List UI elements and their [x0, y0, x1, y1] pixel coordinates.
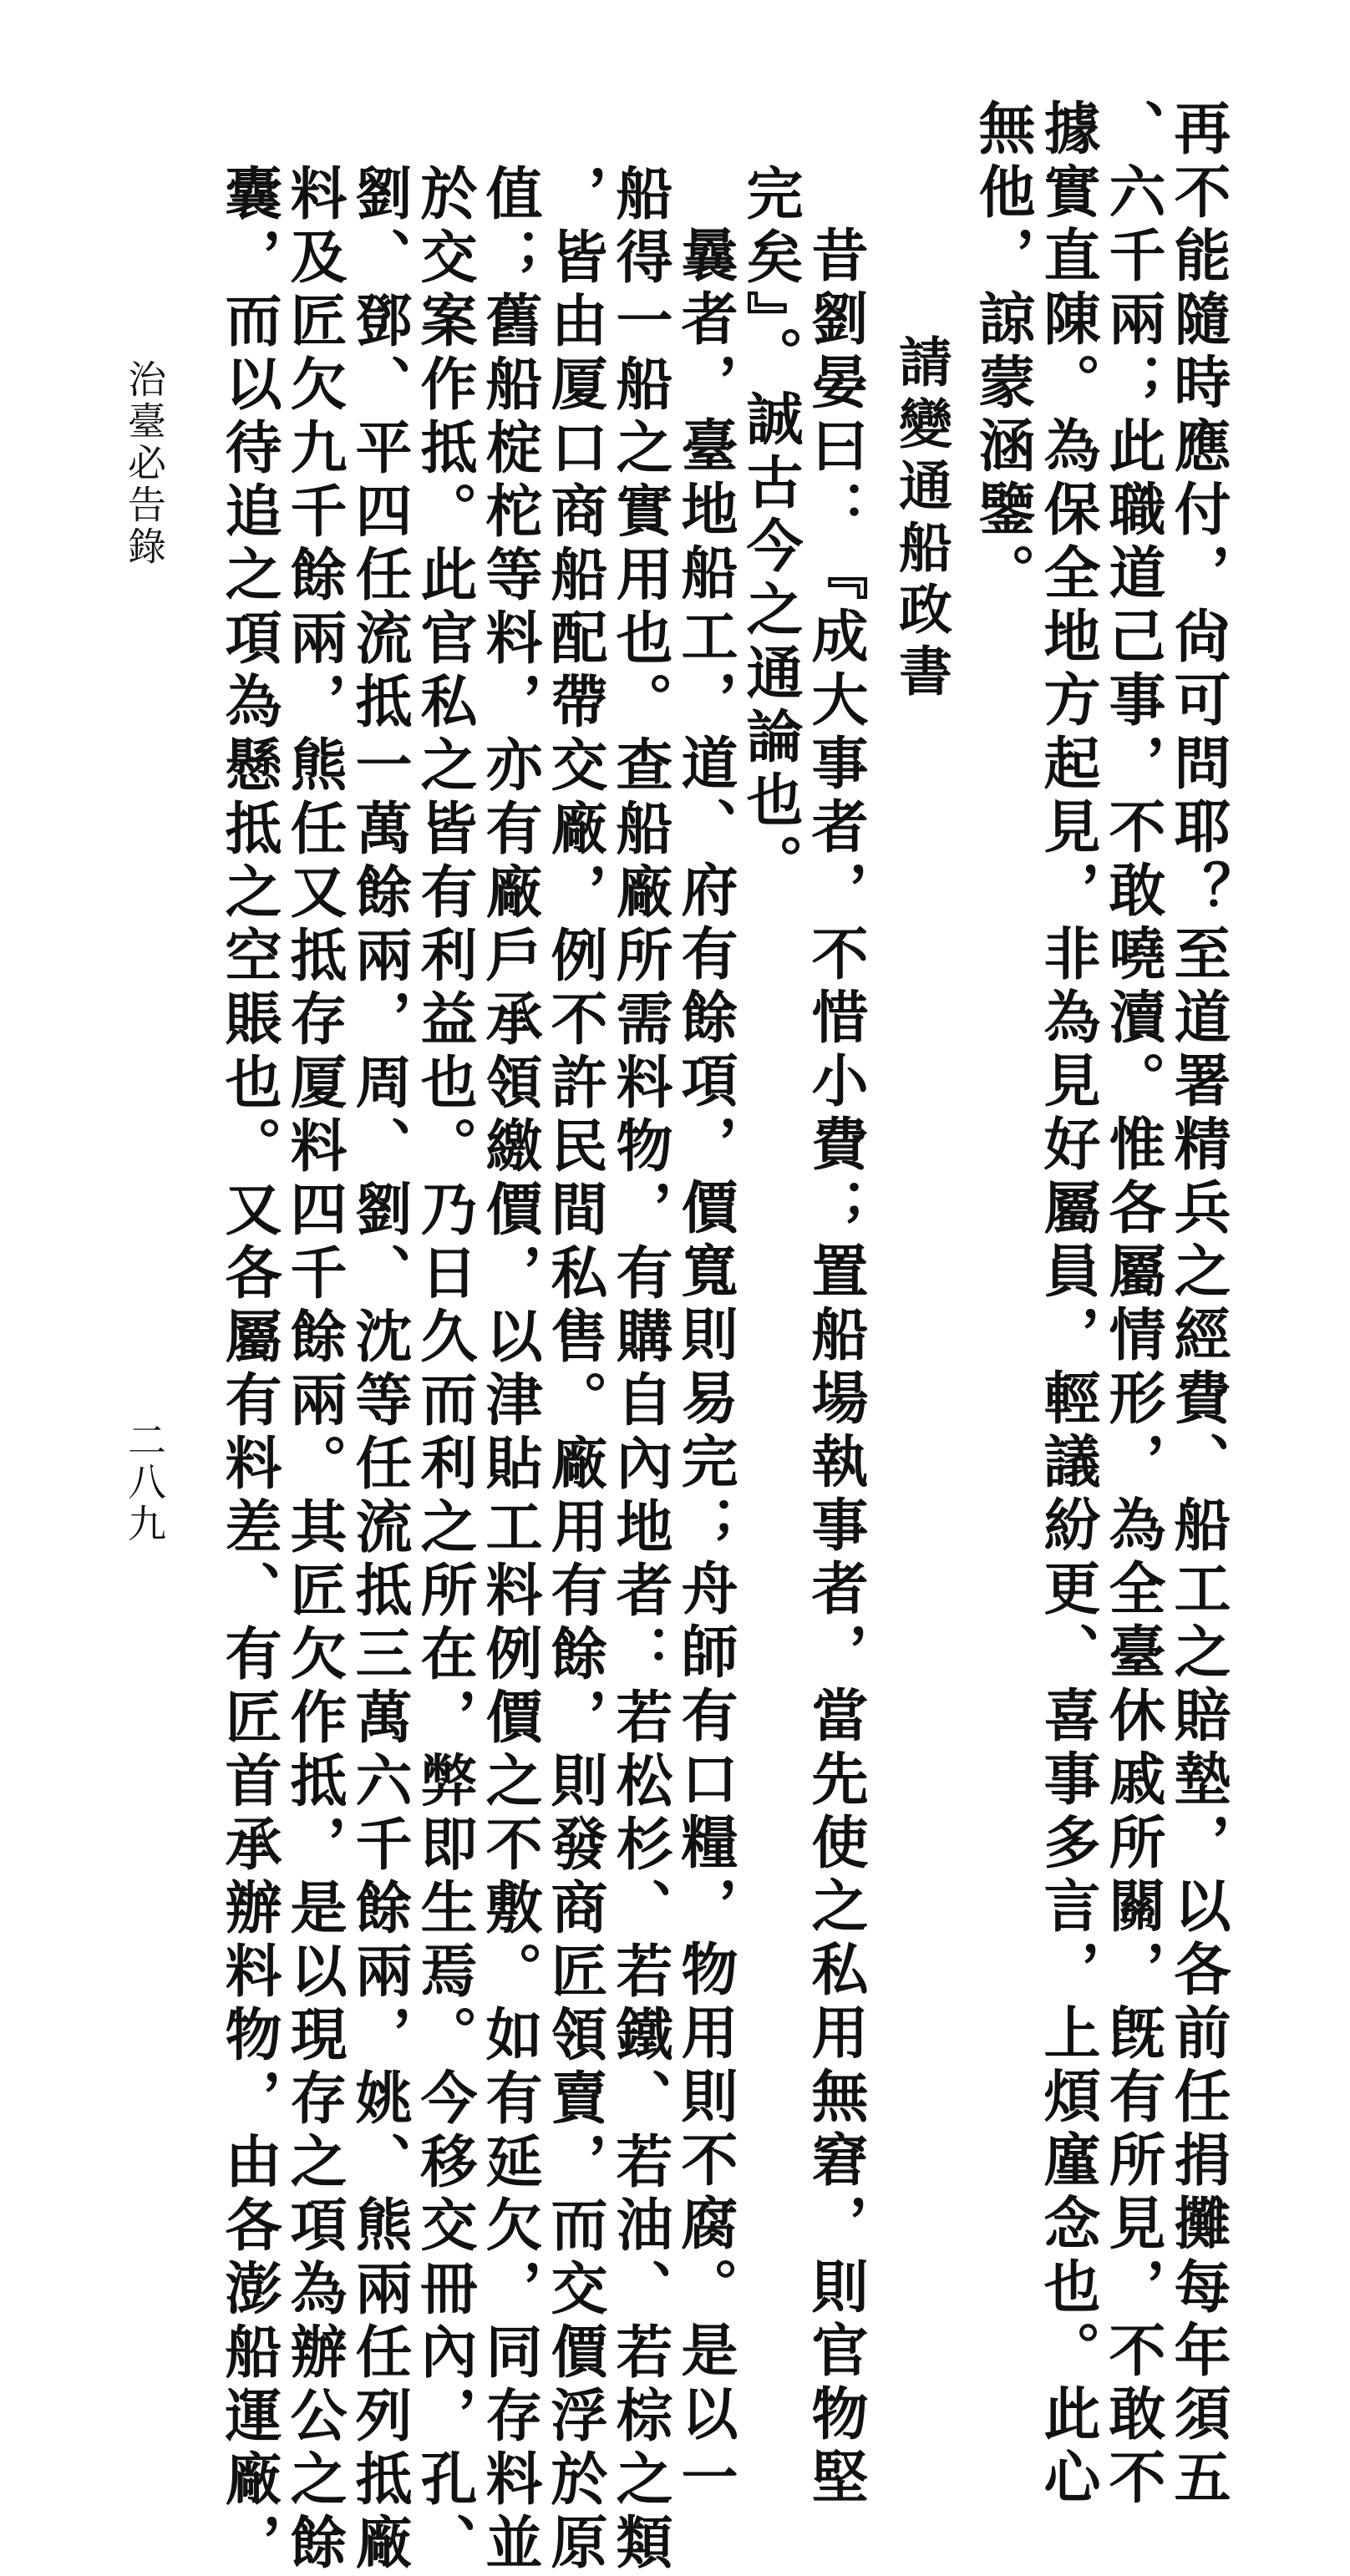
text-column-13: 劉、鄧、平四任流抵一萬餘兩，周、劉、沈等任流抵三萬六千餘兩，姚、熊兩任列抵廠	[346, 164, 413, 2576]
text-column-12: 於交案作抵。此官私之皆有利益也。乃日久而利之所在，弊即生焉。今移交冊內，孔、	[411, 164, 478, 2576]
text-column-10: ，皆由厦口商船配帶交廠，例不許民間私售。廠用有餘，則發商匠領賣，而交價浮於原	[541, 164, 608, 2576]
text-column-7: 完矣』。誠古今之通論也。	[737, 164, 804, 897]
section-title: 請變通船政書	[890, 334, 952, 705]
text-column-3: 據實直陳。為保全地方起見，非為見好屬員，輕議紛更、喜事多言，上煩廑念也。此心	[1034, 99, 1101, 2511]
text-column-2: 、六千兩；此職道己事，不敢嘵瀆。惟各屬情形，為全臺休戚所關，旣有所見，不敢不	[1099, 99, 1166, 2511]
text-column-14: 料及匠欠九千餘兩，熊任又抵存厦料四千餘兩。其匠欠作抵，是以現存之項為辦公之餘	[281, 164, 348, 2576]
text-column-15: 囊，而以待追之項為懸抵之空賬也。又各屬有料差、有匠首承辦料物，由各澎船運廠，	[216, 164, 282, 2576]
text-column-8: 曩者，臺地船工，道、府有餘項，價寬則易完；舟師有口糧，物用則不腐。是以一	[672, 226, 738, 2511]
text-column-4: 無他，諒蒙涵鑒。	[969, 99, 1036, 606]
footer-book-title: 治臺必告錄	[122, 359, 167, 568]
text-column-1: 再不能隨時應付，尙可問耶？至道署精兵之經費、船工之賠墊，以各前任捐攤每年須五	[1165, 99, 1231, 2511]
text-column-11: 值；舊船椗柁等料，亦有廠戶承領繳價，以津貼工料例價之不敷。如有延欠，同存料並	[476, 164, 543, 2576]
text-column-6: 昔劉晏曰：『成大事者，不惜小費；置船場執事者，當先使之私用無窘，則官物堅	[802, 226, 869, 2511]
page-number: 二八九	[122, 1420, 167, 1545]
text-column-9: 船得一船之實用也。查船廠所需料物，有購自內地者：若松杉、若鐵、若油、若棕之類	[606, 164, 673, 2576]
